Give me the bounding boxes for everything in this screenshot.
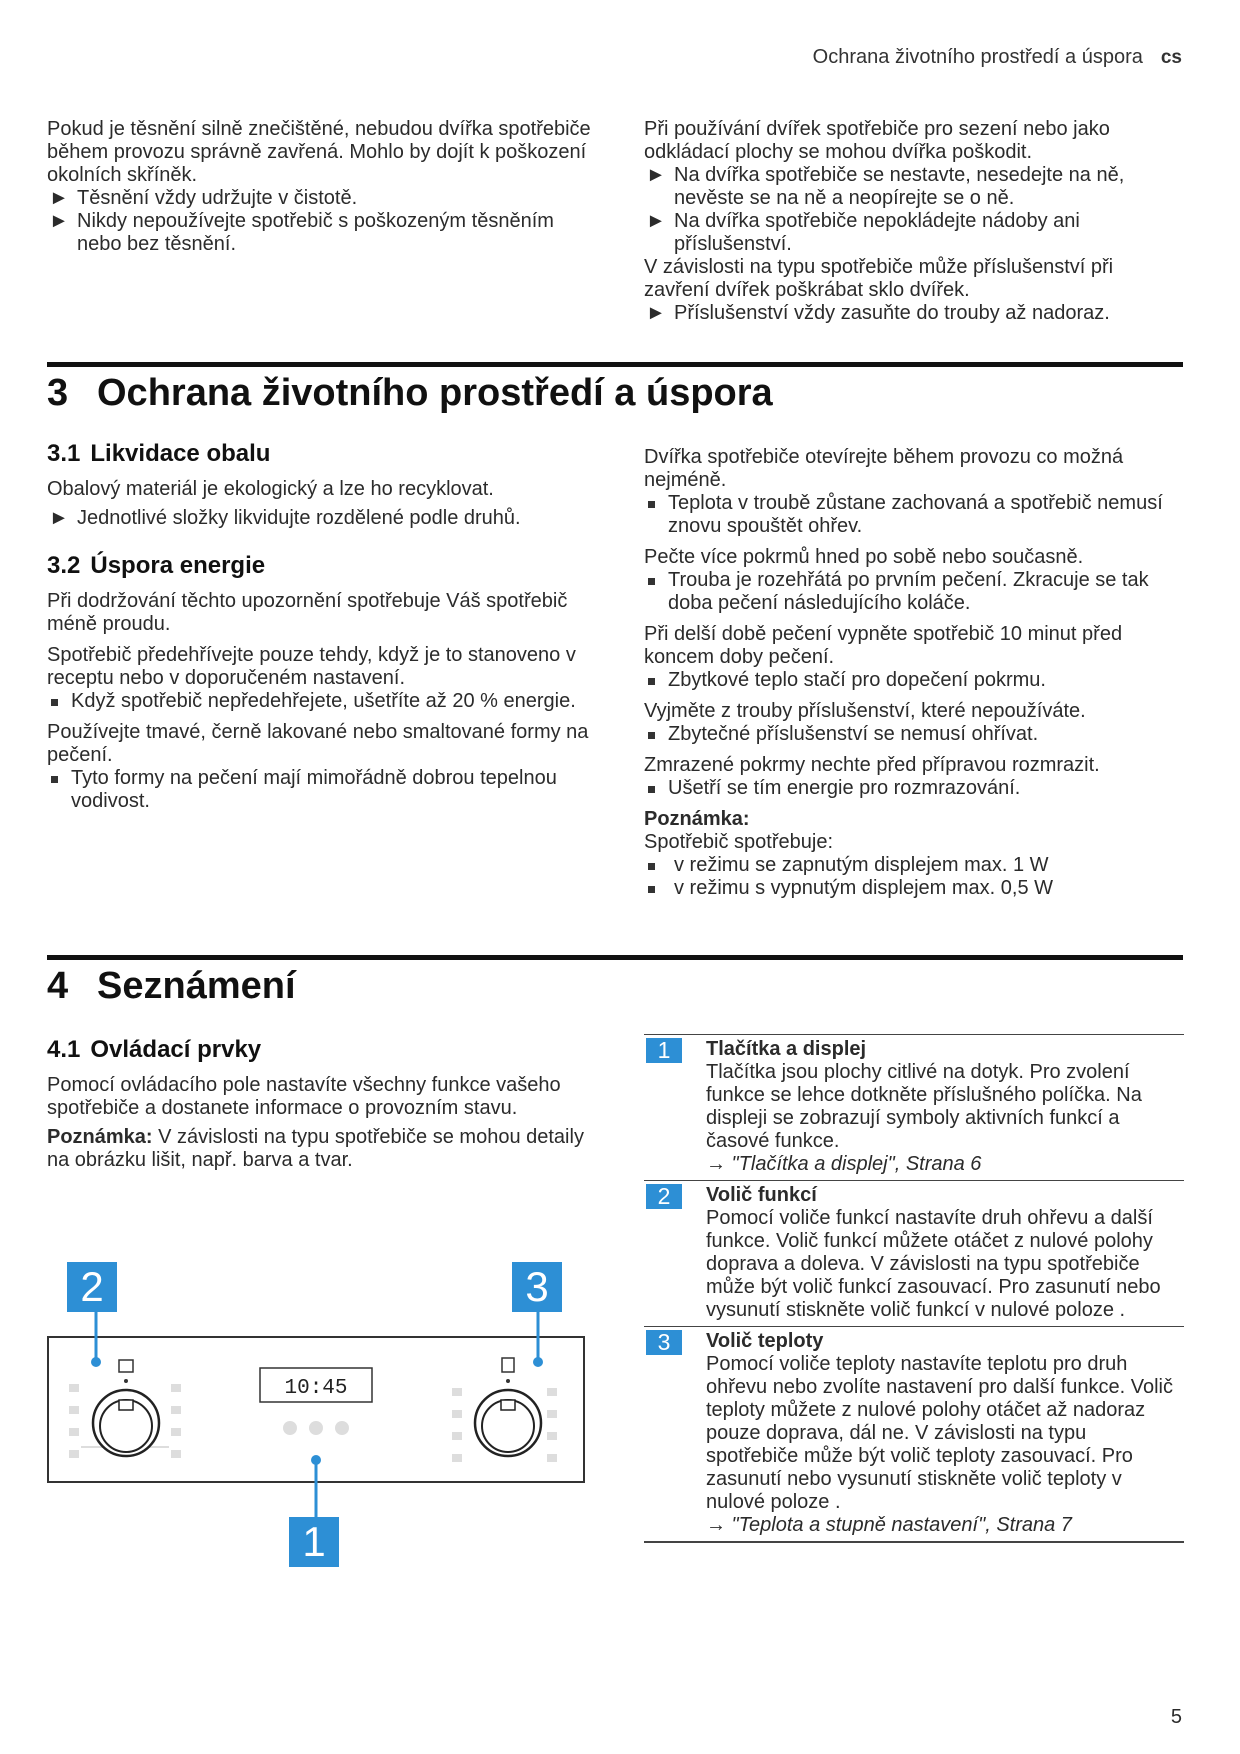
list-item: Zbytečné příslušenství se nemusí ohřívat.	[644, 723, 1184, 746]
paragraph: Při delší době pečení vypněte spotřebič 10 minut před koncem doby pečení.	[644, 623, 1123, 668]
section-heading-3: 3 Ochrana životního prostředí a úspora	[47, 372, 773, 414]
section-3-right-column	[644, 446, 1184, 900]
paragraph: Zmrazené pokrmy nechte před přípravou rozmrazit.	[644, 754, 1100, 776]
list-item: v režimu se zapnutým displejem max. 1 W	[644, 854, 1184, 877]
top-left-column	[47, 118, 592, 256]
legend-text: Pomocí voliče funkcí nastavíte druh ohřevu a další funkce. Volič funkcí můžete otáčet z nulové polohy doprava a doleva. V závislosti na typu spotřebiče může být volič funkcí zasouvací. Pro zasunutí nebo vysunutí stiskněte volič funkcí v nulové poloze .	[706, 1207, 1161, 1321]
subsection-heading-3-2: 3.2 Úspora energie	[47, 552, 266, 579]
legend-number: 2	[646, 1184, 682, 1209]
paragraph: Pečte více pokrmů hned po sobě nebo současně.	[644, 546, 1084, 568]
control-panel-figure	[47, 1260, 587, 1565]
section-3-left-column	[47, 440, 592, 813]
paragraph: Při používání dvířek spotřebiče pro sezení nebo jako odkládací plochy se mohou dvířka poškodit.	[644, 118, 1110, 163]
list-item: v režimu s vypnutým displejem max. 0,5 W	[644, 877, 1184, 900]
list-item: Trouba je rozehřátá po prvním pečení. Zkracuje se tak doba pečení následujícího koláče.	[644, 569, 1184, 615]
table-row	[644, 1181, 1184, 1327]
table-row	[644, 1327, 1184, 1543]
page-number: 5	[1170, 1706, 1182, 1728]
list-item: ► Na dvířka spotřebiče nepokládejte nádoby ani příslušenství.	[646, 210, 1080, 255]
legend-text: Pomocí voliče teploty nastavíte teplotu pro druh ohřevu nebo zvolíte nastavení pro další funkce. Volič teploty můžete z nulové polohy otáčet až nadoraz pouze doprava, dál ne. V závislosti na typu spotřebiče může být volič teploty zasouvací. Pro zasunutí nebo vysunutí stiskněte volič teploty v nulové poloze .	[706, 1353, 1173, 1513]
list-item: Tyto formy na pečení mají mimořádně dobrou tepelnou vodivost.	[47, 767, 592, 813]
cross-reference-link[interactable]: → "Tlačítka a displej", Strana 6	[706, 1153, 982, 1175]
paragraph: V závislosti na typu spotřebiče může příslušenství při zavření dvířek poškrábat sklo dvířek.	[644, 256, 1114, 301]
list-item: ► Těsnění vždy udržujte v čistotě.	[49, 187, 358, 209]
display-time: 10:45	[284, 1377, 348, 1400]
note-label: Poznámka:	[644, 808, 750, 830]
list-item: Teplota v troubě zůstane zachovaná a spotřebič nemusí znovu spouštět ohřev.	[644, 492, 1184, 538]
paragraph: Dvířka spotřebiče otevírejte během provozu co možná nejméně.	[644, 446, 1124, 491]
legend-title: Volič funkcí	[706, 1184, 817, 1206]
subsection-heading-3-1: 3.1 Likvidace obalu	[47, 440, 271, 467]
section-heading-4: 4 Seznámení	[47, 965, 296, 1007]
paragraph: Vyjměte z trouby příslušenství, které nepoužíváte.	[644, 700, 1086, 722]
paragraph: Spotřebič spotřebuje:	[644, 831, 834, 853]
callout-3: 3	[512, 1262, 562, 1312]
paragraph: Používejte tmavé, černě lakované nebo smaltované formy na pečení.	[47, 721, 589, 766]
list-item: ► Na dvířka spotřebiče se nestavte, nesedejte na ně, nevěste se na ně a neopírejte se o ně.	[646, 164, 1125, 209]
control-panel-illustration	[47, 1260, 587, 1560]
list-item: ► Příslušenství vždy zasuňte do trouby až nadoraz.	[646, 302, 1110, 324]
running-header-title: Ochrana životního prostředí a úspora	[812, 46, 1143, 68]
subsection-heading-4-1: 4.1 Ovládací prvky	[47, 1036, 262, 1063]
running-header	[813, 46, 1182, 69]
section-rule	[47, 955, 1183, 960]
paragraph: Pomocí ovládacího pole nastavíte všechny funkce vašeho spotřebiče a dostanete informace o provozním stavu.	[47, 1074, 561, 1119]
note: Poznámka: V závislosti na typu spotřebiče se mohou detaily na obrázku lišit, např. barva a tvar.	[47, 1126, 584, 1171]
top-right-column	[644, 118, 1184, 325]
language-code: cs	[1160, 47, 1182, 68]
legend-table	[644, 1034, 1184, 1543]
paragraph: Pokud je těsnění silně znečištěné, nebudou dvířka spotřebiče během provozu správně zavřená. Mohlo by dojít k poškození okolních skříněk.	[47, 118, 591, 186]
list-item: Zbytkové teplo stačí pro dopečení pokrmu.	[644, 669, 1184, 692]
paragraph: Spotřebič předehřívejte pouze tehdy, když je to stanoveno v receptu nebo v doporučeném nastavení.	[47, 644, 576, 689]
legend-number: 3	[646, 1330, 682, 1355]
legend-title: Tlačítka a displej	[706, 1038, 867, 1060]
list-item: Když spotřebič nepředehřejete, ušetříte až 20 % energie.	[47, 690, 592, 713]
cross-reference-link[interactable]: → "Teplota a stupně nastavení", Strana 7	[706, 1514, 1072, 1536]
paragraph: Při dodržování těchto upozornění spotřebuje Váš spotřebič méně proudu.	[47, 590, 568, 635]
legend-text: Tlačítka jsou plochy citlivé na dotyk. Pro zvolení funkce se lehce dotkněte příslušného políčka. Na displeji se zobrazují symboly aktivních funkcí a časové funkce.	[706, 1061, 1142, 1152]
callout-1: 1	[289, 1517, 339, 1567]
callout-2: 2	[67, 1262, 117, 1312]
legend-number: 1	[646, 1038, 682, 1063]
legend-title: Volič teploty	[706, 1330, 824, 1352]
section-rule	[47, 362, 1183, 367]
section-4-left-column	[47, 1036, 592, 1172]
table-row	[644, 1035, 1184, 1181]
list-item: Ušetří se tím energie pro rozmrazování.	[644, 777, 1184, 800]
list-item: ► Jednotlivé složky likvidujte rozdělené podle druhů.	[49, 507, 521, 529]
list-item: ► Nikdy nepoužívejte spotřebič s poškozeným těsněním nebo bez těsnění.	[49, 210, 554, 255]
paragraph: Obalový materiál je ekologický a lze ho recyklovat.	[47, 478, 494, 500]
